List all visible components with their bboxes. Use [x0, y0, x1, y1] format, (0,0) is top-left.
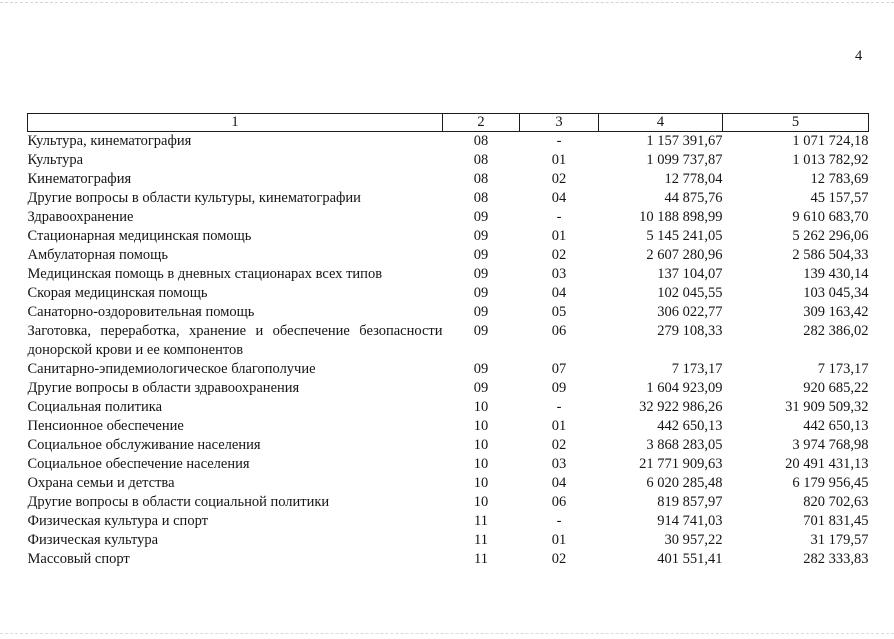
col-5-value: 2 586 504,33	[792, 247, 869, 263]
col-3-cell: 02	[551, 551, 567, 567]
col-5-value: 7 173,17	[817, 361, 869, 377]
col-3-cell: 07	[551, 361, 567, 377]
row-label-cell: Культура	[27, 152, 84, 168]
table-row	[28, 170, 869, 189]
table-row	[28, 455, 869, 474]
col-5-value: 3 974 768,98	[792, 437, 869, 453]
table-row	[28, 303, 869, 322]
col-3-cell: 01	[551, 532, 567, 548]
col-4-value: 2 607 280,96	[646, 247, 723, 263]
col-4-value: 819 857,97	[657, 494, 723, 510]
col-4-value: 137 104,07	[657, 266, 723, 282]
col-2-cell: 08	[473, 190, 489, 206]
table-row	[28, 531, 869, 550]
col-2-cell: 11	[474, 532, 488, 548]
col-3-cell: 01	[551, 228, 567, 244]
col-5-value: 442 650,13	[803, 418, 869, 434]
col-2-cell: 09	[473, 304, 489, 320]
col-5-value: 5 262 296,06	[792, 228, 869, 244]
col-3-cell: 04	[551, 190, 567, 206]
col-3-cell: 09	[551, 380, 567, 396]
table-row	[28, 417, 869, 436]
row-label-cell: Физическая культура	[27, 532, 159, 548]
col-2-cell: 11	[474, 513, 488, 529]
row-label-cell: Кинематография	[27, 171, 132, 187]
col-4-value: 279 108,33	[657, 323, 723, 339]
col-2-cell: 09	[473, 323, 489, 339]
page-number: 4	[855, 48, 863, 64]
table-row	[28, 284, 869, 303]
col-5-value: 1 013 782,92	[792, 152, 869, 168]
col-3-cell: 04	[551, 475, 567, 491]
col-5-value: 6 179 956,45	[792, 475, 869, 491]
table-row	[28, 189, 869, 208]
table-row	[28, 132, 869, 152]
col-3-cell: 06	[551, 494, 567, 510]
col-2-cell: 10	[473, 494, 489, 510]
row-label-cell: Социальная политика	[27, 399, 163, 415]
col-5-value: 701 831,45	[803, 513, 869, 529]
col-5-value: 282 333,83	[803, 551, 869, 567]
col-3-cell: 03	[551, 266, 567, 282]
col-3-cell: -	[556, 513, 562, 529]
row-label-cell: Санитарно-эпидемиологическое благополучие	[27, 361, 316, 377]
col-4-value: 1 157 391,67	[646, 133, 723, 149]
col-4-value: 10 188 898,99	[639, 209, 723, 225]
col-2-cell: 09	[473, 285, 489, 301]
row-label-cell: Стационарная медицинская помощь	[27, 228, 252, 244]
row-label-cell: Скорая медицинская помощь	[27, 285, 208, 301]
col-5-value: 45 157,57	[810, 190, 869, 206]
col-3-cell: 06	[551, 323, 567, 339]
col-3-cell: -	[556, 399, 562, 415]
col-5-value: 139 430,14	[803, 266, 869, 282]
scan-edge-artifact	[0, 633, 894, 634]
table-row	[28, 474, 869, 493]
row-label-cell: Заготовка, переработка, хранение и обеспечение безопасности донорской крови и ее компонентов	[27, 323, 443, 358]
col-4-value: 30 957,22	[664, 532, 723, 548]
row-label-cell: Здравоохранение	[27, 209, 134, 225]
scan-edge-artifact	[0, 2, 894, 3]
col-2-cell: 10	[473, 437, 489, 453]
col-2-cell: 09	[473, 361, 489, 377]
row-label-cell: Культура, кинематография	[27, 133, 192, 149]
col-4-value: 1 604 923,09	[646, 380, 723, 396]
col-2-cell: 08	[473, 152, 489, 168]
col-5-value: 12 783,69	[810, 171, 869, 187]
col-5-value: 31 909 509,32	[785, 399, 869, 415]
row-label-cell: Другие вопросы в области культуры, кинематографии	[27, 190, 361, 206]
row-label-cell: Амбулаторная помощь	[27, 247, 168, 263]
col-4-value: 1 099 737,87	[646, 152, 723, 168]
col-3-cell: 05	[551, 304, 567, 320]
col-2-cell: 09	[473, 209, 489, 225]
col-2-cell: 10	[473, 475, 489, 491]
col-2-cell: 11	[474, 551, 488, 567]
col-4-value: 44 875,76	[664, 190, 723, 206]
col-5-value: 20 491 431,13	[785, 456, 869, 472]
table-row	[28, 436, 869, 455]
col-2-cell: 09	[473, 380, 489, 396]
header-cell-5: 5	[723, 114, 869, 132]
col-4-value: 306 022,77	[657, 304, 723, 320]
table-row	[28, 265, 869, 284]
col-2-cell: 10	[473, 399, 489, 415]
data-table	[27, 113, 869, 569]
col-5-value: 9 610 683,70	[792, 209, 869, 225]
col-5-value: 282 386,02	[803, 323, 869, 339]
table-row	[28, 398, 869, 417]
row-label-cell: Другие вопросы в области социальной политики	[27, 494, 330, 510]
header-cell-2: 2	[443, 114, 520, 132]
table-row	[28, 227, 869, 246]
table-row	[28, 493, 869, 512]
col-3-cell: 02	[551, 171, 567, 187]
col-5-value: 820 702,63	[803, 494, 869, 510]
row-label-cell: Охрана семьи и детства	[27, 475, 175, 491]
col-4-value: 6 020 285,48	[646, 475, 723, 491]
header-cell-1: 1	[28, 114, 443, 132]
table-row	[28, 322, 869, 360]
col-4-value: 5 145 241,05	[646, 228, 723, 244]
col-5-value: 920 685,22	[803, 380, 869, 396]
col-3-cell: 02	[551, 247, 567, 263]
table-row	[28, 379, 869, 398]
header-cell-4: 4	[599, 114, 723, 132]
col-4-value: 7 173,17	[671, 361, 723, 377]
col-4-value: 401 551,41	[657, 551, 723, 567]
table-header-row	[28, 114, 869, 132]
row-label-cell: Социальное обслуживание населения	[27, 437, 261, 453]
col-4-value: 442 650,13	[657, 418, 723, 434]
col-2-cell: 09	[473, 266, 489, 282]
col-4-value: 32 922 986,26	[639, 399, 723, 415]
row-label-cell: Социальное обеспечение населения	[27, 456, 250, 472]
col-3-cell: -	[556, 209, 562, 225]
col-4-value: 914 741,03	[657, 513, 723, 529]
table-row	[28, 151, 869, 170]
row-label-cell: Массовый спорт	[27, 551, 130, 567]
col-5-value: 103 045,34	[803, 285, 869, 301]
col-4-value: 12 778,04	[664, 171, 723, 187]
col-2-cell: 08	[473, 133, 489, 149]
header-cell-3: 3	[520, 114, 599, 132]
col-3-cell: 04	[551, 285, 567, 301]
table-row	[28, 550, 869, 569]
col-4-value: 3 868 283,05	[646, 437, 723, 453]
row-label-cell: Санаторно-оздоровительная помощь	[27, 304, 255, 320]
col-2-cell: 10	[473, 456, 489, 472]
row-label-cell: Физическая культура и спорт	[27, 513, 208, 529]
col-3-cell: -	[556, 133, 562, 149]
col-2-cell: 08	[473, 171, 489, 187]
col-5-value: 309 163,42	[803, 304, 869, 320]
col-2-cell: 09	[473, 228, 489, 244]
col-3-cell: 03	[551, 456, 567, 472]
table-row	[28, 208, 869, 227]
col-4-value: 102 045,55	[657, 285, 723, 301]
col-2-cell: 09	[473, 247, 489, 263]
col-5-value: 1 071 724,18	[792, 133, 869, 149]
table-row	[28, 246, 869, 265]
col-5-value: 31 179,57	[810, 532, 869, 548]
col-2-cell: 10	[473, 418, 489, 434]
col-3-cell: 02	[551, 437, 567, 453]
row-label-cell: Пенсионное обеспечение	[27, 418, 184, 434]
table-row	[28, 360, 869, 379]
col-4-value: 21 771 909,63	[639, 456, 723, 472]
row-label-cell: Медицинская помощь в дневных стационарах всех типов	[27, 266, 383, 282]
table-row	[28, 512, 869, 531]
row-label-cell: Другие вопросы в области здравоохранения	[27, 380, 300, 396]
col-3-cell: 01	[551, 152, 567, 168]
col-3-cell: 01	[551, 418, 567, 434]
